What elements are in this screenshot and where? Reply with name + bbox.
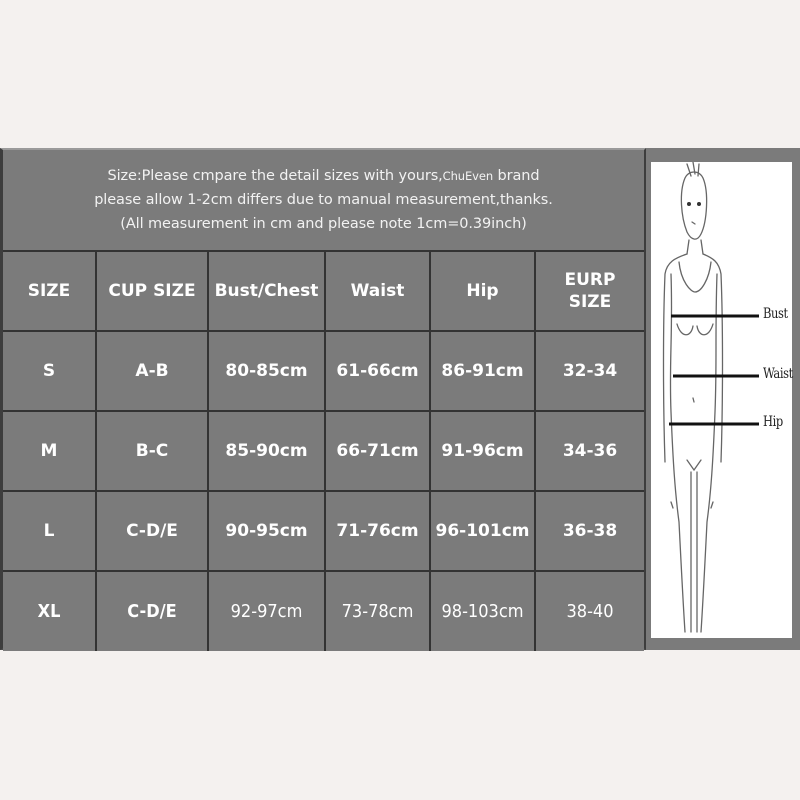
header-eurp-line2: SIZE <box>568 292 612 312</box>
table-row <box>3 491 644 571</box>
cell-hip: 86-91cm <box>430 331 535 411</box>
waist-label: Waist <box>763 366 793 382</box>
cell-hip: 91-96cm <box>430 411 535 491</box>
cell-eurp: 32-34 <box>535 331 644 411</box>
table-row <box>3 331 644 411</box>
table-row <box>3 411 644 491</box>
cell-size: S <box>3 331 96 411</box>
size-notice <box>3 150 644 250</box>
cell-size: L <box>3 491 96 571</box>
measurement-figure-panel <box>646 148 800 650</box>
hip-label: Hip <box>763 414 783 430</box>
cell-bust: 85-90cm <box>208 411 325 491</box>
size-table-panel <box>0 148 646 650</box>
female-body-outline-icon <box>651 162 792 638</box>
cell-cup: C-D/E <box>96 491 208 571</box>
cell-cup: C-D/E <box>96 571 208 651</box>
header-eurp-line1: EURP <box>564 270 616 290</box>
header-size: SIZE <box>3 251 96 331</box>
cell-bust: 80-85cm <box>208 331 325 411</box>
cell-cup: A-B <box>96 331 208 411</box>
brand-name: ChuEven <box>442 169 494 183</box>
bust-label: Bust <box>763 306 788 322</box>
table-header-row <box>3 251 644 331</box>
notice-line-1 <box>108 164 540 188</box>
notice-line-3: (All measurement in cm and please note 1cm=0.39inch) <box>120 216 527 232</box>
notice-line-2: please allow 1-2cm differs due to manual measurement,thanks. <box>94 192 553 208</box>
header-eurp-size <box>535 251 644 331</box>
cell-size: XL <box>3 571 96 651</box>
size-table <box>3 250 644 651</box>
cell-hip: 96-101cm <box>430 491 535 571</box>
cell-hip: 98-103cm <box>430 571 535 651</box>
body-illustration <box>651 162 792 638</box>
cell-cup: B-C <box>96 411 208 491</box>
cell-waist: 71-76cm <box>325 491 430 571</box>
notice-text: brand <box>493 168 540 184</box>
header-bust-chest: Bust/Chest <box>208 251 325 331</box>
cell-eurp: 36-38 <box>535 491 644 571</box>
cell-waist: 73-78cm <box>325 571 430 651</box>
cell-bust: 90-95cm <box>208 491 325 571</box>
header-cup-size: CUP SIZE <box>96 251 208 331</box>
table-row <box>3 571 644 651</box>
cell-eurp: 38-40 <box>535 571 644 651</box>
cell-size: M <box>3 411 96 491</box>
cell-waist: 61-66cm <box>325 331 430 411</box>
header-hip: Hip <box>430 251 535 331</box>
cell-waist: 66-71cm <box>325 411 430 491</box>
cell-eurp: 34-36 <box>535 411 644 491</box>
cell-bust: 92-97cm <box>208 571 325 651</box>
notice-text: Size:Please cmpare the detail sizes with yours, <box>107 168 443 184</box>
header-waist: Waist <box>325 251 430 331</box>
